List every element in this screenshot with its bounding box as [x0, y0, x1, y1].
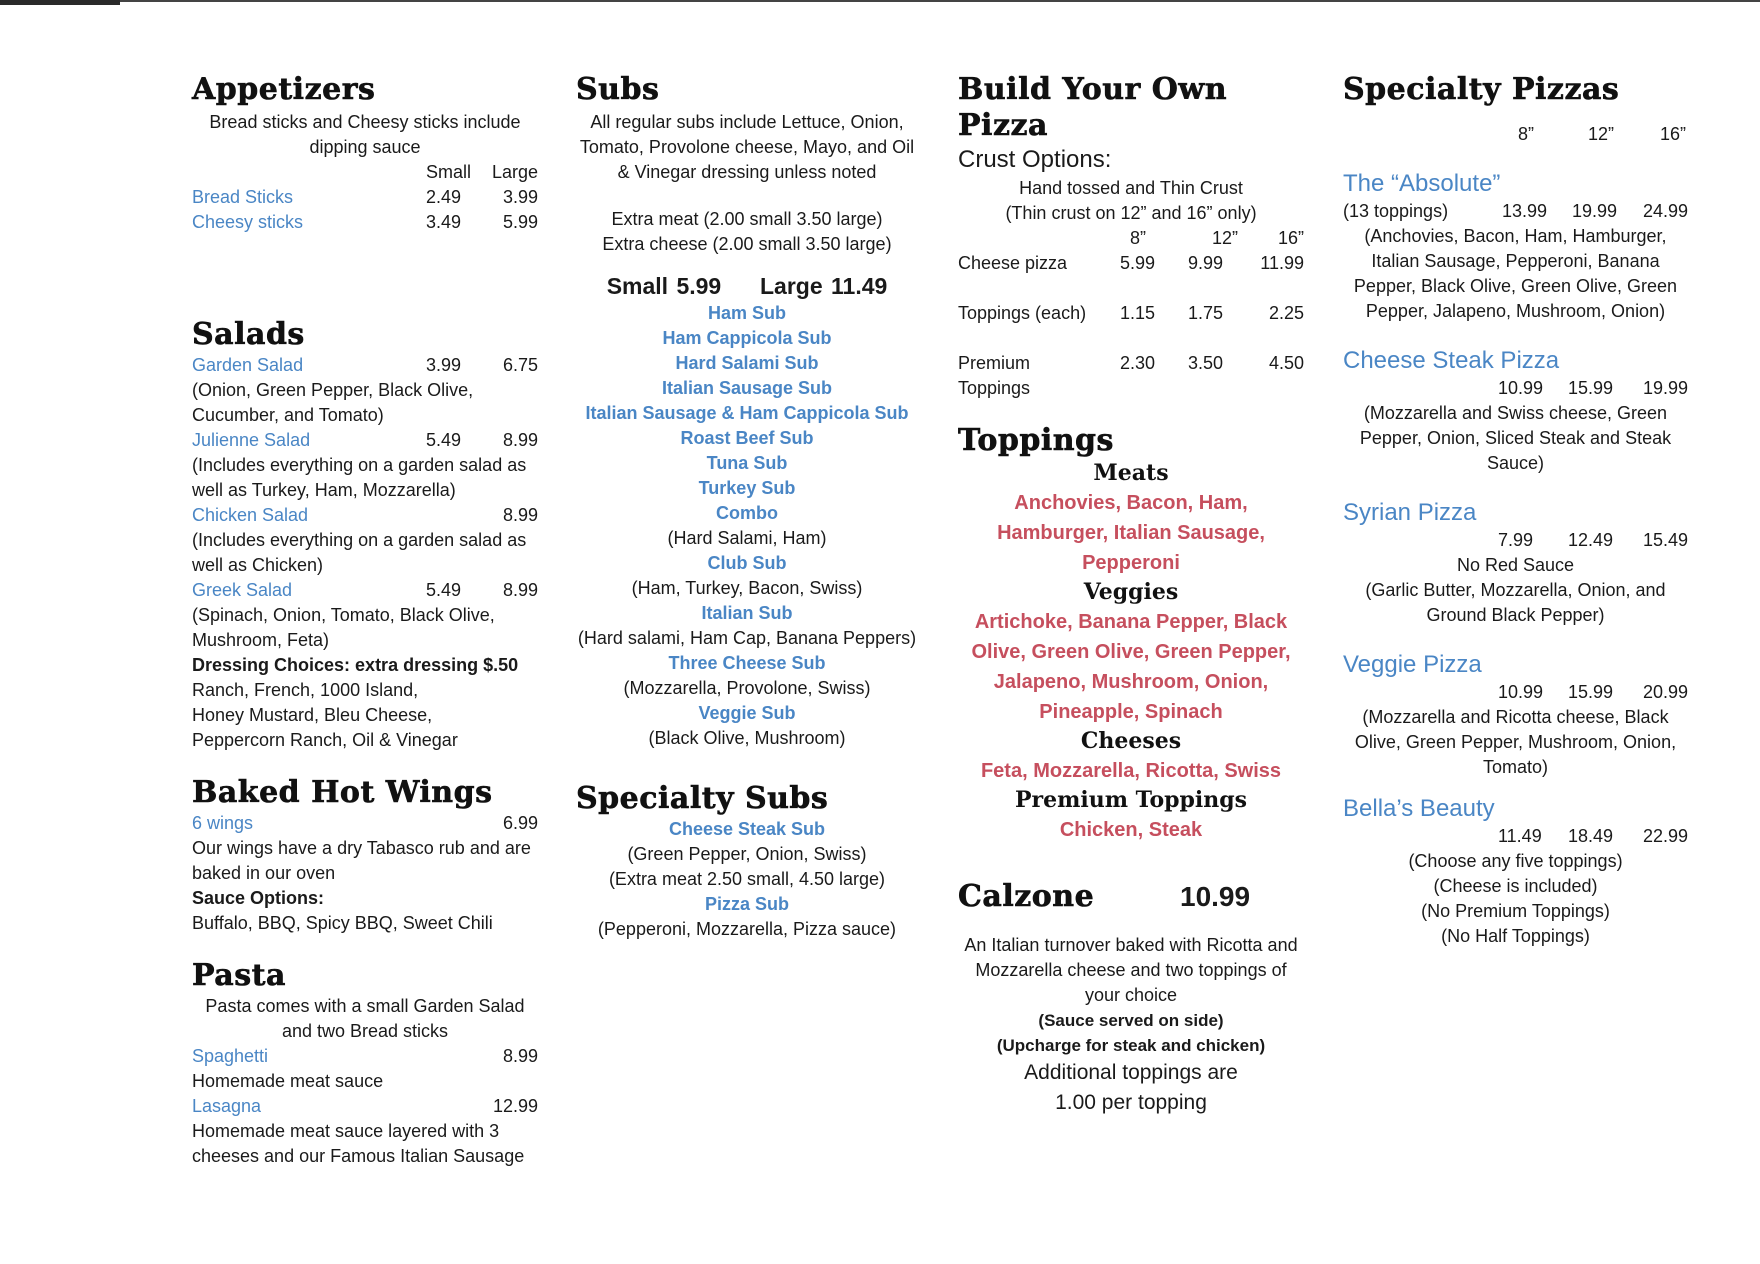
pizza-bella: [1343, 794, 1688, 949]
appetizers-title: Appetizers: [192, 72, 376, 107]
crust-line: (Thin crust on 12” and 16” only): [1005, 203, 1257, 223]
price: 20.99: [1642, 682, 1688, 702]
sub-name: Veggie Sub: [698, 703, 796, 723]
size-label: 12”: [1211, 228, 1238, 248]
item-desc: (Spinach, Onion, Tomato, Black Olive, Mushroom, Feta): [192, 605, 495, 650]
menu-item: [192, 578, 538, 603]
item-price-large: 3.99: [502, 187, 538, 207]
toppings-section: [958, 423, 1304, 845]
calzone-section: [958, 879, 1304, 1118]
pizza-prices: [1343, 199, 1688, 224]
sauce-list: Buffalo, BBQ, Spicy BBQ, Sweet Chili: [192, 913, 493, 933]
price: 11.49: [1498, 826, 1542, 846]
byo-title-line2: Pizza: [958, 108, 1048, 143]
item-price-large: 5.99: [502, 212, 538, 232]
pizza-desc: (No Half Toppings): [1441, 926, 1590, 946]
subs-small-price: Small 5.99: [606, 273, 722, 299]
subs-section: [576, 72, 918, 751]
item-name: Cheesy sticks: [192, 212, 304, 232]
price: 19.99: [1642, 378, 1688, 398]
pizza-desc: (Garlic Butter, Mozzarella, Onion, and Ground Black Pepper): [1365, 580, 1666, 625]
calzone-price: 10.99: [1180, 881, 1251, 912]
pizza-prices: [1343, 680, 1688, 705]
menu-item: [192, 185, 538, 210]
item-price: 12.99: [492, 1096, 538, 1116]
price: 24.99: [1642, 201, 1688, 221]
large-label: Large: [491, 162, 538, 182]
sub-name: Turkey Sub: [698, 478, 796, 498]
size-label: 16”: [1660, 124, 1687, 144]
item-price-small: 5.49: [426, 430, 462, 450]
item-price-small: 3.49: [426, 212, 462, 232]
pizza-name: Syrian Pizza: [1343, 499, 1477, 526]
pizza-count: (13 toppings): [1343, 201, 1449, 221]
sauce-title: Sauce Options:: [192, 888, 325, 908]
byo-row-name: Cheese pizza: [958, 253, 1068, 273]
price: 1.75: [1188, 303, 1224, 323]
byo-title-line1: Build Your Own: [958, 72, 1228, 107]
sub-name: Combo: [716, 503, 778, 523]
size-label: 16”: [1277, 228, 1304, 248]
item-desc: Homemade meat sauce layered with 3 cheeses and our Famous Italian Sausage: [192, 1121, 525, 1166]
menu-item: [192, 503, 538, 528]
calzone-title: Calzone: [958, 879, 1095, 914]
price: 4.50: [1268, 353, 1304, 373]
sub-desc: (Extra meat 2.50 small, 4.50 large): [608, 869, 886, 889]
subs-price-line: [576, 271, 918, 301]
size-label: 12”: [1588, 124, 1615, 144]
pizza-name: The “Absolute”: [1343, 170, 1501, 197]
byo-row: [958, 351, 1304, 401]
subs-note: All regular subs include Lettuce, Onion, Tomato, Provolone cheese, Mayo, and Oil & Vinegar dressing unless noted: [579, 112, 915, 182]
appetizers-section: [192, 72, 538, 235]
item-name: 6 wings: [192, 813, 254, 833]
item-name: Bread Sticks: [192, 187, 294, 207]
price: 2.30: [1120, 353, 1156, 373]
item-name: Garden Salad: [192, 355, 304, 375]
price: 15.49: [1642, 530, 1688, 550]
pizza-name: Veggie Pizza: [1343, 651, 1482, 678]
item-price-small: 5.49: [426, 580, 462, 600]
premium-toppings-list: Chicken, Steak: [1059, 819, 1203, 841]
sub-name: Three Cheese Sub: [668, 653, 826, 673]
menu-item: [192, 210, 538, 235]
menu-item: [192, 1044, 538, 1069]
item-desc: Homemade meat sauce: [192, 1071, 384, 1091]
price: 22.99: [1642, 826, 1688, 846]
price: 2.25: [1268, 303, 1304, 323]
calzone-header: [958, 879, 1304, 915]
toppings-title: Toppings: [958, 423, 1114, 458]
item-desc: (Includes everything on a garden salad as well as Chicken): [192, 530, 527, 575]
sub-name: Ham Sub: [707, 303, 786, 323]
sub-desc: (Hard Salami, Ham): [667, 528, 827, 548]
extra-meat: Extra meat (2.00 small 3.50 large): [611, 209, 883, 229]
crust-title: Crust Options:: [958, 146, 1112, 173]
meats-title: Meats: [1093, 460, 1169, 486]
column-2: [576, 72, 918, 942]
sub-name: Hard Salami Sub: [675, 353, 819, 373]
pizza-desc: No Red Sauce: [1456, 555, 1575, 575]
small-label: Small: [426, 162, 472, 182]
premium-toppings-title: Premium Toppings: [1014, 787, 1248, 813]
item-price: 8.99: [502, 1046, 538, 1066]
size-label: 8”: [1518, 124, 1535, 144]
sub-desc: (Pepperoni, Mozzarella, Pizza sauce): [597, 919, 897, 939]
dressing-line: Peppercorn Ranch, Oil & Vinegar: [192, 730, 458, 750]
calzone-sauce: (Sauce served on side): [1038, 1011, 1224, 1030]
dressing-line: Ranch, French, 1000 Island,: [192, 680, 419, 700]
item-price-large: 8.99: [502, 430, 538, 450]
subs-large-price: Large 11.49: [760, 273, 888, 299]
specialty-title: Specialty Pizzas: [1343, 72, 1620, 107]
price: 12.49: [1568, 530, 1614, 550]
pizza-prices: [1343, 376, 1688, 401]
price: 10.99: [1498, 378, 1544, 398]
subs-title: Subs: [576, 72, 660, 107]
menu-item: [192, 353, 538, 378]
sub-name: Tuna Sub: [706, 453, 788, 473]
veggies-list: Artichoke, Banana Pepper, Black Olive, Green Olive, Green Pepper, Jalapeno, Mushroom, Onion, Pineapple, Spinach: [971, 611, 1291, 723]
price: 1.15: [1120, 303, 1156, 323]
sub-name: Italian Sausage & Ham Cappicola Sub: [585, 403, 909, 423]
byo-row: [958, 251, 1304, 276]
item-price-small: 2.49: [426, 187, 462, 207]
item-price-small: 3.99: [426, 355, 462, 375]
sub-desc: (Mozzarella, Provolone, Swiss): [623, 678, 871, 698]
byo-row-name-line: Premium: [958, 353, 1031, 373]
item-desc: (Includes everything on a garden salad as well as Turkey, Ham, Mozzarella): [192, 455, 527, 500]
item-desc: (Onion, Green Pepper, Black Olive, Cucumber, and Tomato): [192, 380, 474, 425]
price: 15.99: [1568, 682, 1614, 702]
pizza-desc: (Choose any five toppings): [1408, 851, 1623, 871]
salads-section: [192, 317, 538, 753]
byo-row-name: [958, 351, 1120, 401]
sub-name: Italian Sub: [701, 603, 793, 623]
sub-name: Pizza Sub: [704, 894, 789, 914]
specialty-size-header: [1343, 122, 1688, 147]
pizza-desc: (Anchovies, Bacon, Ham, Hamburger, Italian Sausage, Pepperoni, Banana Pepper, Black Olive, Green Olive, Green Pepper, Jalapeno, Mushroom, Onion): [1353, 226, 1678, 321]
pizza-prices: [1343, 824, 1688, 849]
sub-desc: (Black Olive, Mushroom): [648, 728, 846, 748]
crust-line: Hand tossed and Thin Crust: [1019, 178, 1243, 198]
price: 10.99: [1498, 682, 1544, 702]
calzone-additional: 1.00 per topping: [1055, 1091, 1207, 1114]
specialty-subs-section: [576, 781, 918, 942]
price: 18.49: [1568, 826, 1614, 846]
price: 7.99: [1498, 530, 1534, 550]
calzone-additional: Additional toppings are: [1024, 1061, 1238, 1084]
dressing-line: Honey Mustard, Bleu Cheese,: [192, 705, 433, 725]
top-rule: [120, 0, 1760, 2]
sub-list: [576, 301, 918, 751]
pizza-desc: (Cheese is included): [1433, 876, 1598, 896]
pasta-section: [192, 958, 538, 1169]
price: 13.99: [1502, 201, 1548, 221]
sub-desc: (Hard salami, Ham Cap, Banana Peppers): [577, 628, 917, 648]
byo-row: [958, 301, 1304, 326]
pizza-name: Cheese Steak Pizza: [1343, 347, 1560, 374]
specialty-subs-list: [576, 817, 918, 942]
pizza-prices: [1343, 528, 1688, 553]
price: 11.99: [1260, 253, 1304, 273]
pasta-title: Pasta: [192, 958, 286, 993]
pizza-cheesesteak: [1343, 346, 1688, 476]
menu-item: [192, 1094, 538, 1119]
sub-name: Ham Cappicola Sub: [662, 328, 832, 348]
item-name: Chicken Salad: [192, 505, 309, 525]
item-price-large: 6.75: [502, 355, 538, 375]
pasta-note: Pasta comes with a small Garden Salad and two Bread sticks: [205, 996, 525, 1041]
column-4: [1343, 72, 1688, 949]
column-1: [192, 72, 538, 1169]
wings-desc: Our wings have a dry Tabasco rub and are baked in our oven: [192, 838, 531, 883]
pizza-absolute: [1343, 169, 1688, 324]
sub-name: Club Sub: [707, 553, 787, 573]
item-name: Greek Salad: [192, 580, 293, 600]
price: 5.99: [1120, 253, 1156, 273]
byo-section: [958, 72, 1304, 401]
column-3: [958, 72, 1304, 1118]
sub-name: Italian Sausage Sub: [661, 378, 833, 398]
menu-item: [192, 428, 538, 453]
item-price-large: 8.99: [502, 580, 538, 600]
meats-list: Anchovies, Bacon, Ham, Hamburger, Italian Sausage, Pepperoni: [997, 492, 1265, 574]
item-name: Lasagna: [192, 1096, 262, 1116]
price: 3.50: [1188, 353, 1224, 373]
size-label: 8”: [1129, 228, 1146, 248]
pizza-desc: (No Premium Toppings): [1421, 901, 1610, 921]
specialty-subs-title: Specialty Subs: [576, 781, 829, 816]
wings-title: Baked Hot Wings: [192, 775, 493, 810]
pizza-syrian: [1343, 498, 1688, 628]
byo-size-header: [958, 226, 1304, 251]
dressing-title: Dressing Choices: extra dressing $.50: [192, 655, 519, 675]
byo-row-name: Toppings (each): [958, 303, 1087, 323]
item-price: 6.99: [502, 813, 538, 833]
pizza-name: Bella’s Beauty: [1343, 795, 1495, 822]
item-name: Julienne Salad: [192, 430, 311, 450]
scan-edge: [0, 0, 120, 5]
extra-cheese: Extra cheese (2.00 small 3.50 large): [602, 234, 892, 254]
sub-name: Roast Beef Sub: [680, 428, 814, 448]
appetizers-note: Bread sticks and Cheesy sticks include dipping sauce: [209, 112, 521, 157]
appetizers-size-header: [192, 160, 538, 185]
salads-title: Salads: [192, 317, 305, 352]
calzone-desc: An Italian turnover baked with Ricotta and Mozzarella cheese and two toppings of your choice: [964, 935, 1298, 1005]
item-name: Spaghetti: [192, 1046, 269, 1066]
byo-row-name-line: Toppings: [958, 378, 1031, 398]
pizza-desc: (Mozzarella and Swiss cheese, Green Pepper, Onion, Sliced Steak and Steak Sauce): [1359, 403, 1672, 473]
sub-desc: (Ham, Turkey, Bacon, Swiss): [631, 578, 863, 598]
sub-name: Cheese Steak Sub: [668, 819, 826, 839]
calzone-upcharge: (Upcharge for steak and chicken): [996, 1036, 1266, 1055]
price: 19.99: [1572, 201, 1618, 221]
price: 9.99: [1188, 253, 1224, 273]
wings-section: [192, 775, 538, 936]
price: 15.99: [1568, 378, 1614, 398]
menu-item: [192, 811, 538, 836]
cheeses-list: Feta, Mozzarella, Ricotta, Swiss: [980, 760, 1282, 782]
sub-desc: (Green Pepper, Onion, Swiss): [627, 844, 867, 864]
pizza-desc: (Mozzarella and Ricotta cheese, Black Olive, Green Pepper, Mushroom, Onion, Tomato): [1354, 707, 1677, 777]
cheeses-title: Cheeses: [1080, 728, 1182, 754]
item-price: 8.99: [502, 505, 538, 525]
pizza-veggie: [1343, 650, 1688, 780]
veggies-title: Veggies: [1083, 579, 1179, 605]
